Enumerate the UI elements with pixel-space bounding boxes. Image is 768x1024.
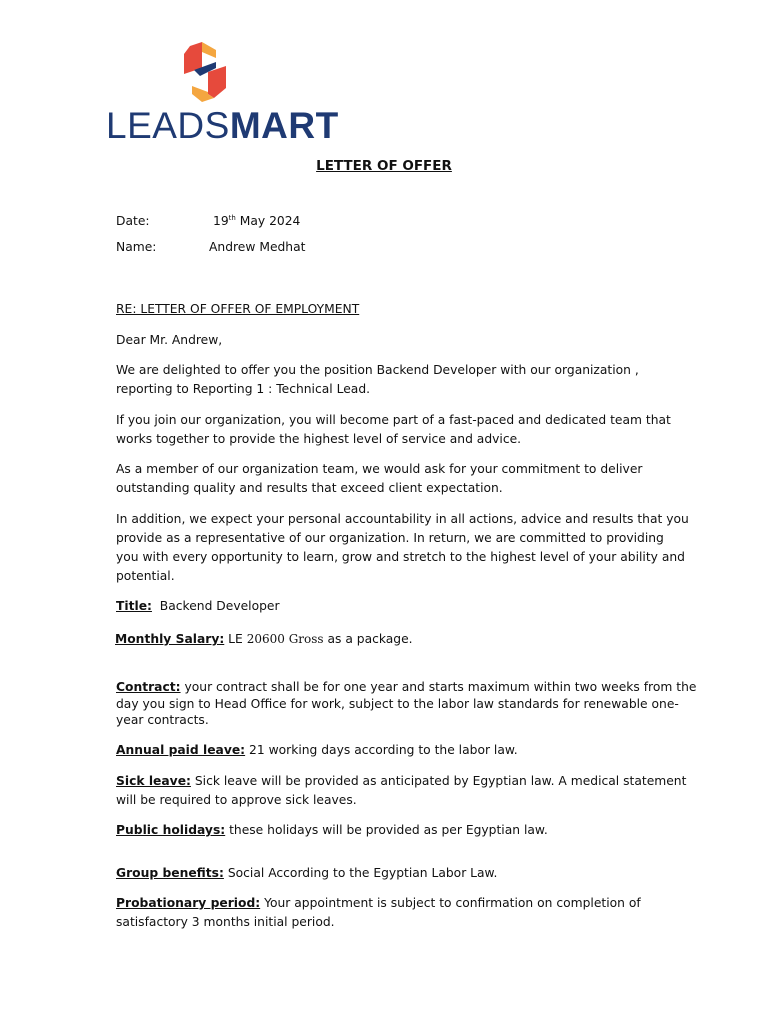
salary-row — [115, 630, 413, 649]
group-benefits-row — [116, 864, 497, 883]
salary-label: Monthly Salary: — [115, 632, 225, 646]
letter-title: LETTER OF OFFER — [316, 158, 452, 174]
probation-label: Probationary period: — [116, 896, 261, 910]
date-suffix: th — [228, 213, 236, 222]
probation-line: Your appointment is subject to confirmation on completion of — [260, 896, 641, 910]
paragraph-1-line: reporting to Reporting 1 : Technical Lead. — [116, 382, 371, 396]
paragraph-4-line: In addition, we expect your personal accountability in all actions, advice and results that you — [116, 512, 689, 526]
sick-leave-line: Sick leave will be provided as anticipated by Egyptian law. A medical statement — [190, 774, 687, 788]
paragraph-4 — [116, 510, 689, 586]
public-holidays-value: these holidays will be provided as per Egyptian law. — [225, 823, 548, 837]
paragraph-2 — [116, 411, 671, 449]
group-benefits-label: Group benefits: — [116, 866, 224, 880]
job-title-value: Backend Developer — [159, 599, 280, 613]
annual-leave-value: 21 working days according to the labor law. — [245, 743, 518, 757]
probation-line: satisfactory 3 months initial period. — [116, 915, 335, 929]
re-line: RE: LETTER OF OFFER OF EMPLOYMENT — [116, 302, 360, 316]
date-label: Date: — [116, 214, 150, 228]
salutation: Dear Mr. Andrew, — [116, 333, 223, 347]
contract-section — [116, 679, 697, 729]
name-value: Andrew Medhat — [209, 240, 306, 254]
date-value — [213, 212, 300, 231]
probation-section — [116, 894, 661, 932]
paragraph-4-line: provide as a representative of our organization. In return, we are committed to providing — [116, 531, 664, 545]
paragraph-3 — [116, 460, 661, 498]
paragraph-3-line: outstanding quality and results that exceed client expectation. — [116, 481, 503, 495]
name-label: Name: — [116, 240, 157, 254]
annual-leave-label: Annual paid leave: — [116, 743, 246, 757]
salary-prefix: LE — [228, 632, 247, 646]
sick-leave-line: will be required to approve sick leaves. — [116, 793, 357, 807]
date-day: 19 — [213, 214, 229, 228]
paragraph-2-line: If you join our organization, you will become part of a fast-paced and dedicated team that — [116, 413, 671, 427]
paragraph-2-line: works together to provide the highest level of service and advice. — [116, 432, 522, 446]
wordmark-light: LEADS — [106, 105, 230, 146]
salary-suffix: as a package. — [323, 632, 413, 646]
paragraph-3-line: As a member of our organization team, we would ask for your commitment to deliver — [116, 462, 643, 476]
annual-leave-row — [116, 741, 518, 760]
paragraph-1 — [116, 361, 661, 399]
public-holidays-row — [116, 821, 548, 840]
group-benefits-value: Social According to the Egyptian Labor Law. — [223, 866, 498, 880]
contract-line: year contracts. — [116, 713, 209, 727]
leadsmart-wordmark — [106, 106, 339, 146]
date-rest: May 2024 — [235, 214, 301, 228]
wordmark-bold: MART — [229, 105, 339, 146]
public-holidays-label: Public holidays: — [116, 823, 226, 837]
sick-leave-label: Sick leave: — [116, 774, 191, 788]
paragraph-4-line: you with every opportunity to learn, grow and stretch to the highest level of your ability and — [116, 550, 685, 564]
paragraph-1-line: We are delighted to offer you the position Backend Developer with our organization , — [116, 363, 639, 377]
contract-label: Contract: — [116, 680, 181, 694]
job-title-row — [116, 597, 280, 616]
contract-line: your contract shall be for one year and starts maximum within two weeks from the — [180, 680, 697, 694]
contract-line: day you sign to Head Office for work, subject to the labor law standards for renewable one- — [116, 696, 679, 711]
job-title-label: Title: — [116, 599, 152, 613]
leadsmart-logo-icon — [180, 42, 230, 102]
salary-amount: 20600 Gross — [246, 632, 324, 646]
sick-leave-section — [116, 772, 687, 810]
paragraph-4-line: potential. — [116, 569, 175, 583]
